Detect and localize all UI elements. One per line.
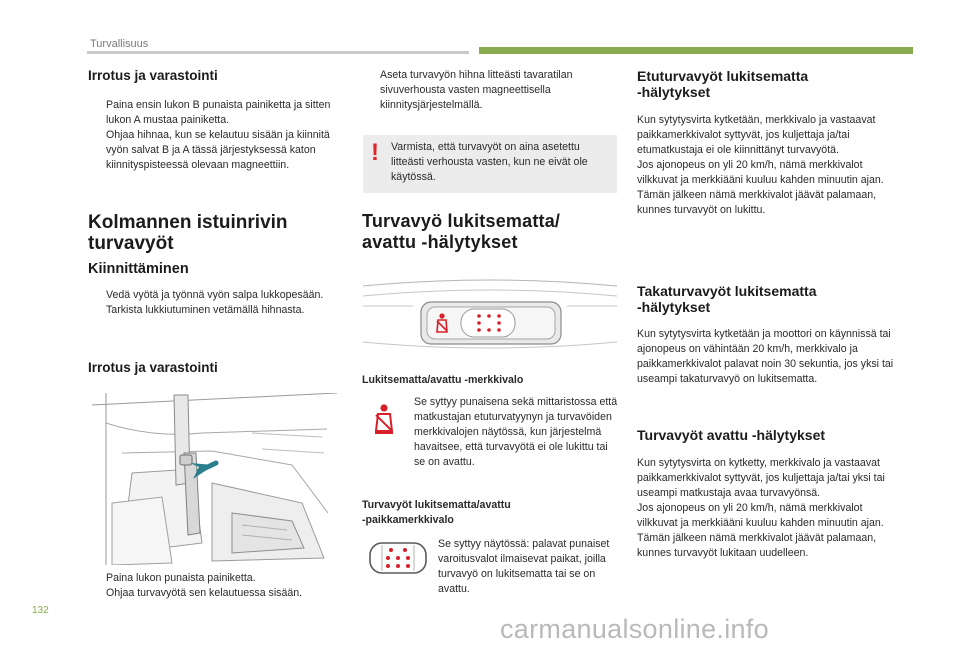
- list-item: [88, 288, 342, 303]
- section-title: Turvavyöt avattu -hälytykset: [637, 427, 826, 443]
- list-item: [88, 303, 342, 318]
- section-header: Turvallisuus: [90, 38, 149, 50]
- col1-fastening-section: [88, 261, 342, 318]
- list-item-text: Aseta turvavyön hihna litteästi tavaratilan sivuverhousta vasten magneettisella kiinnitysjärjestelmällä.: [380, 69, 573, 111]
- section-title-line1: Takaturvavyöt lukitsematta: [637, 283, 817, 299]
- list-item-text: Paina lukon punaista painiketta.: [106, 572, 256, 584]
- warning-text: Varmista, että turvavyöt on aina asetettu litteästi verhousta vasten, kun ne eivät ole käytössä.: [391, 141, 588, 183]
- list-item-text: Ohjaa turvavyötä sen kelautuessa sisään.: [106, 587, 303, 599]
- chapter-title-line1: Turvavyö lukitsematta/: [362, 211, 561, 231]
- list-item: [362, 68, 620, 113]
- paragraph: Kun sytytysvirta kytketään, merkkivalo ja vastaavat paikkamerkkivalot syttyvät, jos kuljettaja ja/tai etumatkustaja ei ole kiinnittänyt turvavyötä.: [637, 114, 876, 156]
- section-title: Irrotus ja varastointi: [88, 360, 218, 375]
- col1-removal-section: [88, 68, 342, 173]
- chapter-title-line1: Kolmannen istuinrivin: [88, 212, 288, 233]
- section-title-line2: -hälytykset: [637, 84, 711, 100]
- col3-rear-alerts: [637, 283, 899, 387]
- chapter-title-line2: avattu -hälytykset: [362, 232, 518, 252]
- figure-caption: Lukitsematta/avattu -merkkivalo: [362, 374, 524, 386]
- paragraph: Kun sytytysvirta kytketään ja moottori on käynnissä tai ajonopeus on vähintään 20 km/h, merkkivalo ja paikkamerkkivalot palavat noin 30 sekuntia, jos yksi tai useampi takaturvavyö on lukitsematta.: [637, 328, 894, 385]
- col2-seat-caption: [362, 498, 620, 528]
- watermark: carmanualsonline.info: [500, 614, 769, 644]
- col2-alert-title: [362, 211, 620, 253]
- paragraph: Kun sytytysvirta on kytketty, merkkivalo ja vastaavat paikkamerkkivalot syttyvät, jos kuljettaja ja/tai yksi tai useampi matkustaja avaa turvavyönsä.: [637, 457, 885, 499]
- list-item: [88, 98, 342, 128]
- warning-icon: !: [371, 139, 379, 166]
- header-rule: [87, 51, 469, 54]
- warning-box: [363, 135, 617, 193]
- list-item: [88, 586, 342, 601]
- col2-indicator-caption: [362, 373, 620, 388]
- trunk-seatbelt-illustration: [92, 393, 337, 565]
- paragraph: Jos ajonopeus on yli 20 km/h, nämä merkkivalot vilkkuvat ja merkkiääni kuuluu kahden minuutin ajan. Tämän jälkeen nämä merkkivalot jäävät palamaan, kunnes turvavyöt on lukittu.: [637, 159, 884, 216]
- figure-caption-line1: Turvavyöt lukitsematta/avattu: [362, 499, 511, 511]
- page-number: 132: [32, 605, 49, 616]
- list-item-text: Vedä vyötä ja työnnä vyön salpa lukkopesään.: [106, 289, 324, 301]
- chapter-title-line2: turvavyöt: [88, 233, 174, 254]
- seatbelt-warning-icon: [371, 403, 397, 437]
- section-title: Irrotus ja varastointi: [88, 68, 218, 83]
- list-item: [88, 571, 342, 586]
- col1-final-steps: [88, 571, 342, 601]
- section-title-line1: Etuturvavyöt lukitsematta: [637, 68, 809, 84]
- figure-caption-line2: -paikkamerkkivalo: [362, 514, 454, 526]
- list-item-text: Tarkista lukkiutuminen vetämällä hihnasta.: [106, 304, 305, 316]
- paragraph: Se syttyy näytössä: palavat punaiset varoitusvalot ilmaisevat paikat, joilla turvavyö on lukitsematta tai se on avattu.: [438, 538, 610, 595]
- col2-storage-step: [362, 68, 620, 113]
- list-item-text: Ohjaa hihnaa, kun se kelautuu sisään ja kiinnitä vyön salvat B ja A tässä järjestyksessä katon kiinnityspisteessä olevaan magneettiin.: [106, 129, 330, 171]
- paragraph: Jos ajonopeus on yli 20 km/h, nämä merkkivalot vilkkuvat ja merkkiääni kuuluu kahden minuutin ajan. Tämän jälkeen nämä merkkivalot jäävät palamaan, kunnes turvavyöt lukitaan uudelleen.: [637, 502, 884, 559]
- seat-position-indicator-icon: [366, 540, 430, 576]
- col1-third-row-section: [88, 212, 342, 254]
- col2-seat-desc: [438, 537, 620, 597]
- overhead-console-illustration: [363, 272, 617, 360]
- section-title-line2: -hälytykset: [637, 299, 711, 315]
- col2-indicator-desc: [414, 395, 620, 470]
- col3-unfastened-alerts: [637, 427, 899, 561]
- list-item-text: Paina ensin lukon B punaista painiketta ja sitten lukon A mustaa painiketta.: [106, 99, 331, 126]
- list-item: [88, 128, 342, 173]
- header-accent-bar: [479, 47, 913, 54]
- col1-removal-section-2: [88, 360, 342, 376]
- section-title: Kiinnittäminen: [88, 261, 189, 277]
- col3-front-alerts: [637, 68, 899, 218]
- paragraph: Se syttyy punaisena sekä mittaristossa että matkustajan etuturvatyynyn ja turvavöiden merkkivalojen näytössä, kun järjestelmä havaitsee, että turvavyötä ei ole lukittu tai se on avattu.: [414, 396, 618, 468]
